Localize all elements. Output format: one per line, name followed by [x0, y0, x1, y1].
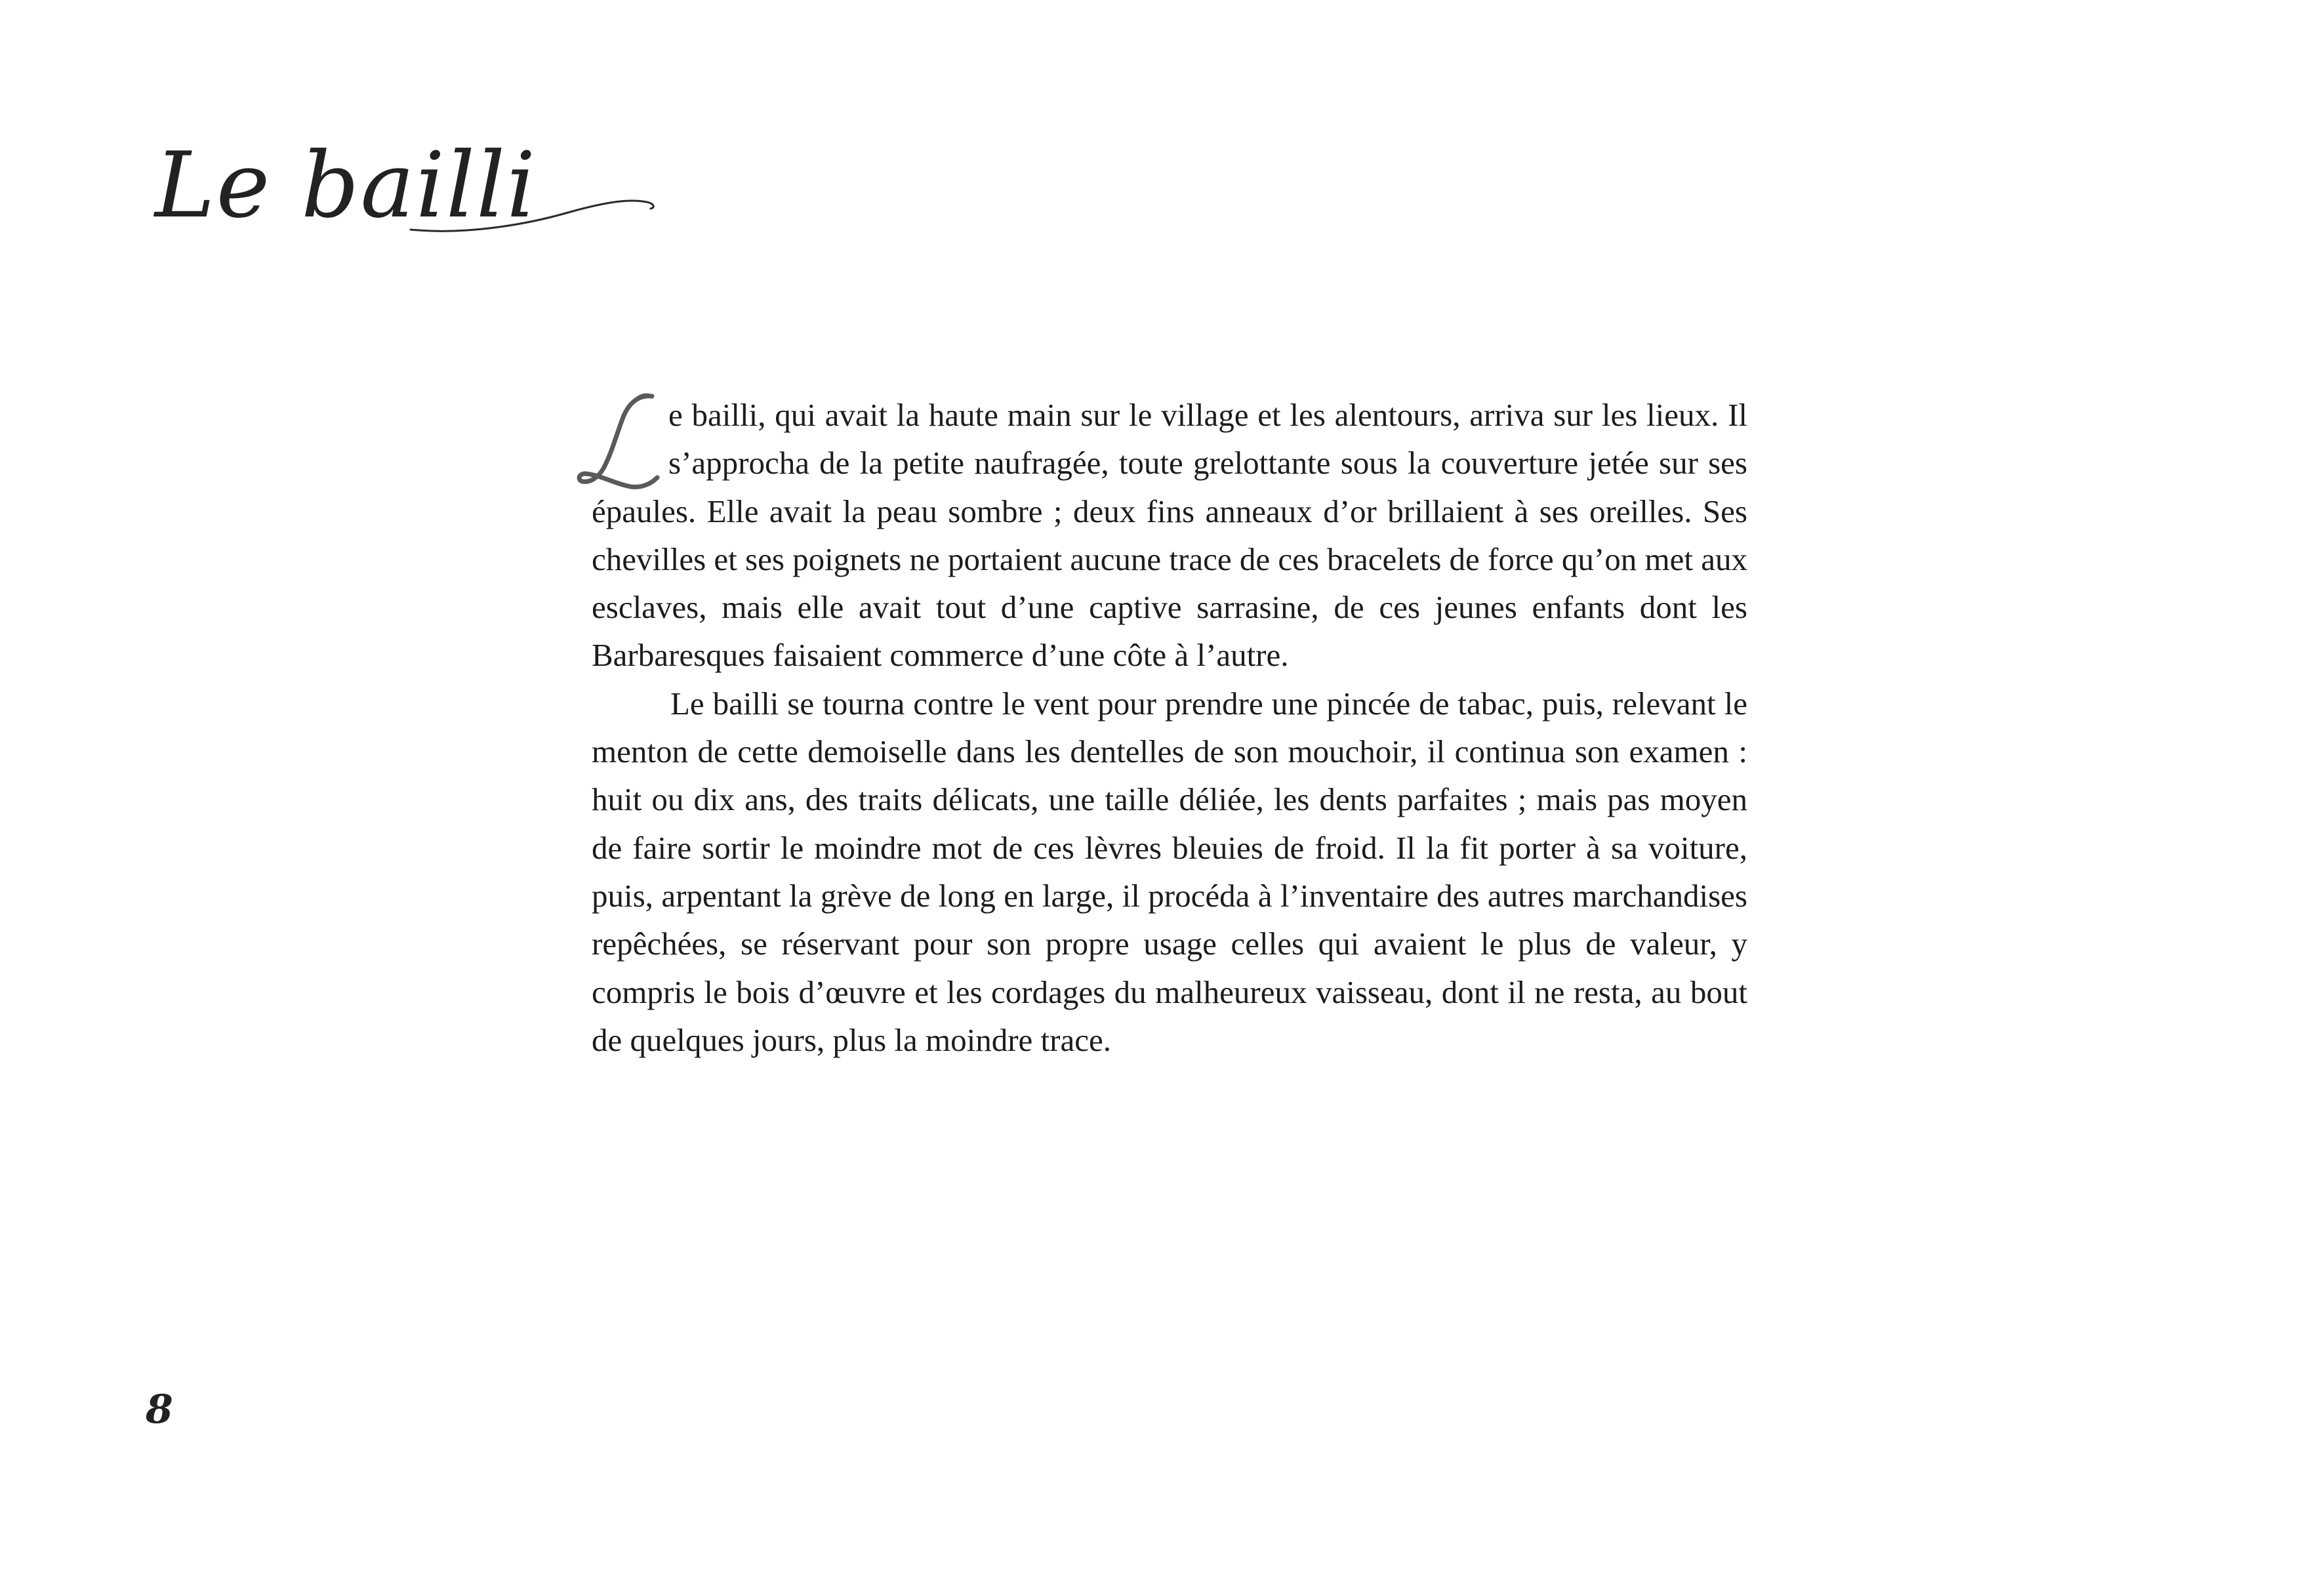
- chapter-title: Le bailli: [155, 133, 537, 238]
- paragraph: [592, 391, 1747, 680]
- paragraph-text: e bailli, qui avait la haute main sur le village et les alentours, arriva sur les lieux. Il s’approcha de la petite naufragée, toute grelottante sous la couverture jetée sur ses épaules. Elle avait la peau sombre ; deux fins anneaux d’or brillaient à ses oreilles. Ses chevilles et ses poignets ne portaient aucune trace de ces bracelets de force qu’on met aux esclaves, mais elle avait tout d’une captive sarrasine, de ces jeunes enfants dont les Barbaresques faisaient commerce d’une côte à l’autre.: [592, 397, 1747, 674]
- drop-cap-letter-l: [575, 391, 663, 496]
- chapter-heading: [155, 130, 537, 261]
- drop-cap: [575, 391, 663, 487]
- page-number: 8: [146, 1387, 173, 1433]
- paragraph: Le bailli se tourna contre le vent pour prendre une pincée de tabac, puis, relevant le menton de cette demoiselle dans les dentelles de son mouchoir, il continua son examen : huit ou dix ans, des traits délicats, une taille déliée, les dents parfaites ; mais pas moyen de faire sortir le moindre mot de ces lèvres bleuies de froid. Il la fit porter à sa voiture, puis, arpentant la grève de long en large, il procéda à l’inventaire des autres marchandises repêchées, se réservant pour son propre usage celles qui avaient le plus de valeur, y compris le bois d’œuvre et les cordages du malheureux vaisseau, dont il ne resta, au bout de quelques jours, plus la moindre trace.: [592, 685, 1747, 1058]
- calligraphic-swash: [404, 189, 666, 241]
- body-text: [592, 391, 1747, 1064]
